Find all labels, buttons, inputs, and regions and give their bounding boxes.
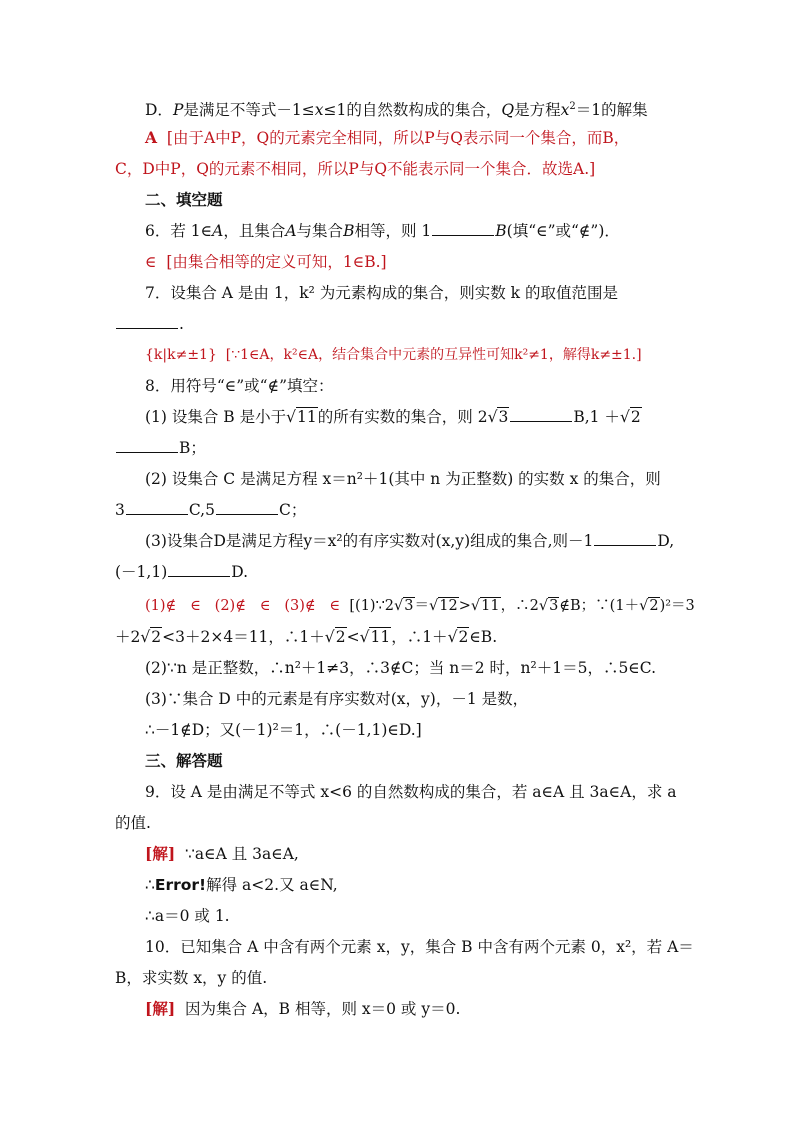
- answer8-text: ＝: [414, 598, 430, 614]
- answer-blank[interactable]: [432, 221, 494, 236]
- answer8-answers: (1)∉ ∈ (2)∉ ∈ (3)∉ ∈: [145, 598, 341, 614]
- option-d-text: ≤1的自然数构成的集合，: [323, 101, 502, 119]
- sqrt-icon: √: [359, 628, 370, 646]
- question-6: [145, 221, 620, 241]
- q8-text: B,1 ＋: [573, 408, 620, 426]
- q8-text: (－1,1): [115, 563, 168, 581]
- sqrt-radicand: 3: [549, 598, 559, 614]
- question-7-line2: [115, 314, 184, 334]
- sqrt-radicand: 2: [335, 628, 346, 646]
- sqrt-icon: √: [487, 408, 498, 426]
- answer-blank[interactable]: [510, 407, 572, 422]
- var-a: A: [212, 222, 224, 240]
- answer-blank[interactable]: [116, 314, 178, 329]
- option-d-text: 是满足不等式－1≤: [183, 101, 315, 119]
- var-a: A: [285, 222, 297, 240]
- sqrt-icon: √: [639, 598, 649, 614]
- answer8-text: <: [346, 628, 360, 646]
- sqrt-icon: √: [140, 628, 151, 646]
- question-8-part3-line2: [115, 562, 248, 582]
- answer-blank[interactable]: [168, 562, 230, 577]
- error-text: Error!: [154, 876, 207, 894]
- answer8-text: ，∴2: [500, 598, 539, 614]
- question-9-line1: 9．设 A 是由满足不等式 x<6 的自然数构成的集合，若 a∈A 且 3a∈A，求 a: [145, 783, 677, 801]
- q8-text: 3: [115, 501, 125, 519]
- sqrt-icon: √: [619, 408, 630, 426]
- q8-text: C,5: [188, 501, 215, 519]
- answer7-text: [∵1∈A，k²∈A，结合集合中元素的互异性可知k²≠1，解得k≠±1.]: [225, 347, 642, 363]
- q8-text: (3)设集合D是满足方程y＝x²的有序实数对(x,y)组成的集合,则－1: [145, 532, 594, 550]
- option-d-text: ＝1的解集: [575, 101, 648, 119]
- sqrt-radicand: 11: [297, 408, 317, 426]
- sqrt-radicand: 2: [649, 598, 659, 614]
- q6-text: (填“∈”或“∉”)．: [506, 222, 620, 240]
- q9-solution-text: 解得 a<2.又 a∈N,: [206, 876, 338, 894]
- answer-blank[interactable]: [594, 531, 656, 546]
- answer7: [145, 345, 642, 365]
- question-10-line1: 10．已知集合 A 中含有两个元素 x，y，集合 B 中含有两个元素 0，x²，若 A＝: [145, 938, 694, 956]
- sqrt-radicand: 2: [458, 628, 469, 646]
- var-x: x: [560, 101, 570, 119]
- sqrt-icon: √: [447, 628, 458, 646]
- question-8-part1-line2: [115, 438, 206, 458]
- question-8-stem: 8．用符号“∈”或“∉”填空：: [145, 377, 334, 395]
- answer8-line5: ∴－1∉D；又(－1)²＝1，∴(－1,1)∈D.]: [145, 721, 422, 739]
- sqrt-radicand: 12: [439, 598, 458, 614]
- q6-text: 与集合: [296, 222, 344, 240]
- answer8-text: ∉B；∵(1＋: [559, 598, 640, 614]
- answer8-text: [(1)∵2: [349, 598, 395, 614]
- answer8-text: <3＋2×4＝11，∴1＋: [162, 628, 325, 646]
- var-q: Q: [501, 101, 515, 119]
- q8-text: 的所有实数的集合，则 2: [317, 408, 488, 426]
- sqrt-radicand: 2: [630, 408, 641, 426]
- q6-text: ，且集合: [223, 222, 286, 240]
- answer8-text: ∈B.: [469, 628, 498, 646]
- q8-text: C；: [278, 501, 307, 519]
- q10-solution-line1: [145, 999, 460, 1019]
- answer6-text: [由集合相等的定义可知，1∈B.]: [166, 253, 387, 271]
- question-8-part2-line2: [115, 500, 306, 520]
- answer-blank[interactable]: [216, 500, 278, 515]
- answer5-text: [由于A中P，Q的元素完全相同，所以P与Q表示同一个集合，而B，: [166, 129, 630, 147]
- answer6: [145, 252, 387, 272]
- answer-blank[interactable]: [116, 438, 178, 453]
- sqrt-icon: √: [470, 598, 481, 614]
- answer5-line2: C，D中P，Q的元素不相同，所以P与Q不能表示同一个集合．故选A.]: [115, 160, 596, 178]
- q6-text: 6．若 1∈: [145, 222, 213, 240]
- var-x: x: [314, 101, 324, 119]
- q8-text: D.: [231, 563, 249, 581]
- option-d: [145, 97, 648, 120]
- sqrt-icon: √: [538, 598, 549, 614]
- var-b: B: [343, 222, 355, 240]
- q7-text: .: [179, 315, 184, 333]
- section-heading-solutions: 三、解答题: [145, 751, 223, 770]
- q9-solution-line3: ∴a＝0 或 1.: [145, 907, 230, 925]
- sqrt-radicand: 2: [151, 628, 162, 646]
- question-8-part1-line1: [145, 407, 642, 427]
- q6-text: 相等，则 1: [354, 222, 432, 240]
- solution-label: [解]: [145, 999, 176, 1018]
- section-heading-fill-in: 二、填空题: [145, 190, 223, 209]
- superscript: 2: [569, 101, 576, 112]
- q8-text: B；: [179, 439, 206, 457]
- answer8-text: >: [458, 598, 471, 614]
- question-10-line2: B，求实数 x，y 的值.: [115, 969, 268, 987]
- sqrt-radicand: 3: [498, 408, 509, 426]
- answer5-line1: [145, 128, 629, 148]
- var-b: B: [495, 222, 507, 240]
- q10-solution-text: 因为集合 A，B 相等，则 x＝0 或 y＝0.: [185, 1000, 461, 1018]
- q9-solution-line2: [145, 875, 338, 895]
- q9-solution-line1: [145, 844, 299, 864]
- answer8-explanation: [349, 597, 694, 614]
- answer8-line1: [145, 596, 695, 616]
- sqrt-radicand: 11: [481, 598, 500, 614]
- answer8-text: ，∴1＋: [391, 628, 448, 646]
- sqrt-icon: √: [286, 408, 297, 426]
- answer8-text: ＋2: [115, 628, 141, 646]
- answer8-text: )²＝3: [659, 598, 695, 614]
- sqrt-radicand: 3: [404, 598, 414, 614]
- q9-solution-text: ∵a∈A 且 3a∈A,: [185, 845, 299, 863]
- question-8-part3-line1: [145, 531, 674, 551]
- sqrt-icon: √: [324, 628, 335, 646]
- question-9-line2: 的值.: [115, 814, 151, 832]
- answer7-set: {k|k≠±1}: [145, 347, 217, 363]
- answer5-letter: A: [145, 128, 158, 147]
- var-p: P: [172, 101, 184, 119]
- question-7-line1: 7．设集合 A 是由 1，k² 为元素构成的集合，则实数 k 的取值范围是: [145, 284, 618, 302]
- option-d-label: D．: [145, 101, 173, 119]
- answer8-line4: (3)∵集合 D 中的元素是有序实数对(x，y)，－1 是数，: [145, 690, 529, 708]
- question-8-part2-line1: (2) 设集合 C 是满足方程 x＝n²＋1(其中 n 为正整数) 的实数 x 的集合，则: [145, 470, 661, 488]
- solution-label: [解]: [145, 844, 176, 863]
- answer-blank[interactable]: [126, 500, 188, 515]
- answer8-line3: (2)∵n 是正整数，∴n²＋1≠3，∴3∉C；当 n＝2 时，n²＋1＝5，∴5∈C.: [145, 659, 657, 677]
- q8-text: (1) 设集合 B 是小于: [145, 408, 287, 426]
- answer6-symbol: ∈: [145, 253, 157, 271]
- sqrt-radicand: 11: [370, 628, 391, 646]
- q8-text: D,: [657, 532, 675, 550]
- option-d-text: 是方程: [514, 101, 561, 119]
- q9-solution-text: ∴: [145, 876, 155, 894]
- answer8-line2: [115, 627, 497, 647]
- sqrt-icon: √: [429, 598, 439, 614]
- sqrt-icon: √: [394, 598, 404, 614]
